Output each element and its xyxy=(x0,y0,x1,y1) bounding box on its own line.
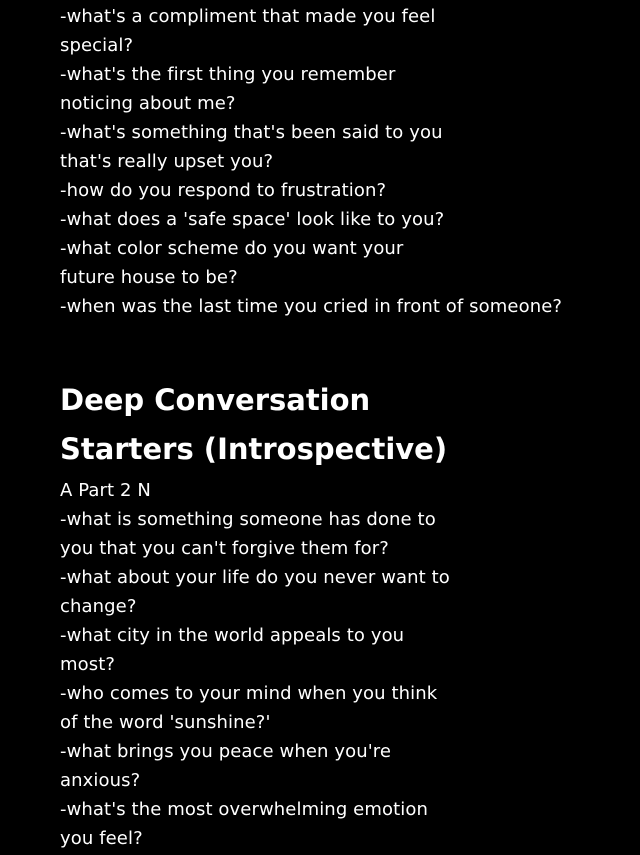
section-heading xyxy=(60,376,630,474)
question-list-part-1 xyxy=(60,2,630,321)
question-line: future house to be? xyxy=(60,267,238,288)
question-line: -what's the most overwhelming emotion xyxy=(60,799,428,820)
question-line: -who comes to your mind when you think xyxy=(60,683,438,704)
question-line: change? xyxy=(60,596,137,617)
question-line: -how do you respond to frustration? xyxy=(60,180,387,201)
question-line: special? xyxy=(60,35,134,56)
question-line: -what city in the world appeals to you xyxy=(60,625,405,646)
section-title-line-1: Deep Conversation xyxy=(60,383,371,417)
question-line: -what brings you peace when you're xyxy=(60,741,392,762)
question-line: of the word 'sunshine?' xyxy=(60,712,271,733)
question-line: -what's a compliment that made you feel xyxy=(60,6,436,27)
question-line: anxious? xyxy=(60,770,141,791)
section-title-line-2: Starters (Introspective) xyxy=(60,432,448,466)
section-subtitle: A Part 2 N xyxy=(60,480,151,501)
question-line: -what is something someone has done to xyxy=(60,509,436,530)
question-line: -what about your life do you never want to xyxy=(60,567,450,588)
question-line: noticing about me? xyxy=(60,93,236,114)
question-line: -what color scheme do you want your xyxy=(60,238,404,259)
question-line: -when was the last time you cried in front of someone? xyxy=(60,296,563,317)
question-line: you feel? xyxy=(60,828,143,849)
question-line: that's really upset you? xyxy=(60,151,274,172)
question-list-part-2 xyxy=(60,476,630,853)
question-line: -what does a 'safe space' look like to you? xyxy=(60,209,445,230)
question-line: you that you can't forgive them for? xyxy=(60,538,389,559)
question-line: most? xyxy=(60,654,116,675)
question-line: -what's the first thing you remember xyxy=(60,64,396,85)
question-line: -what's something that's been said to you xyxy=(60,122,443,143)
